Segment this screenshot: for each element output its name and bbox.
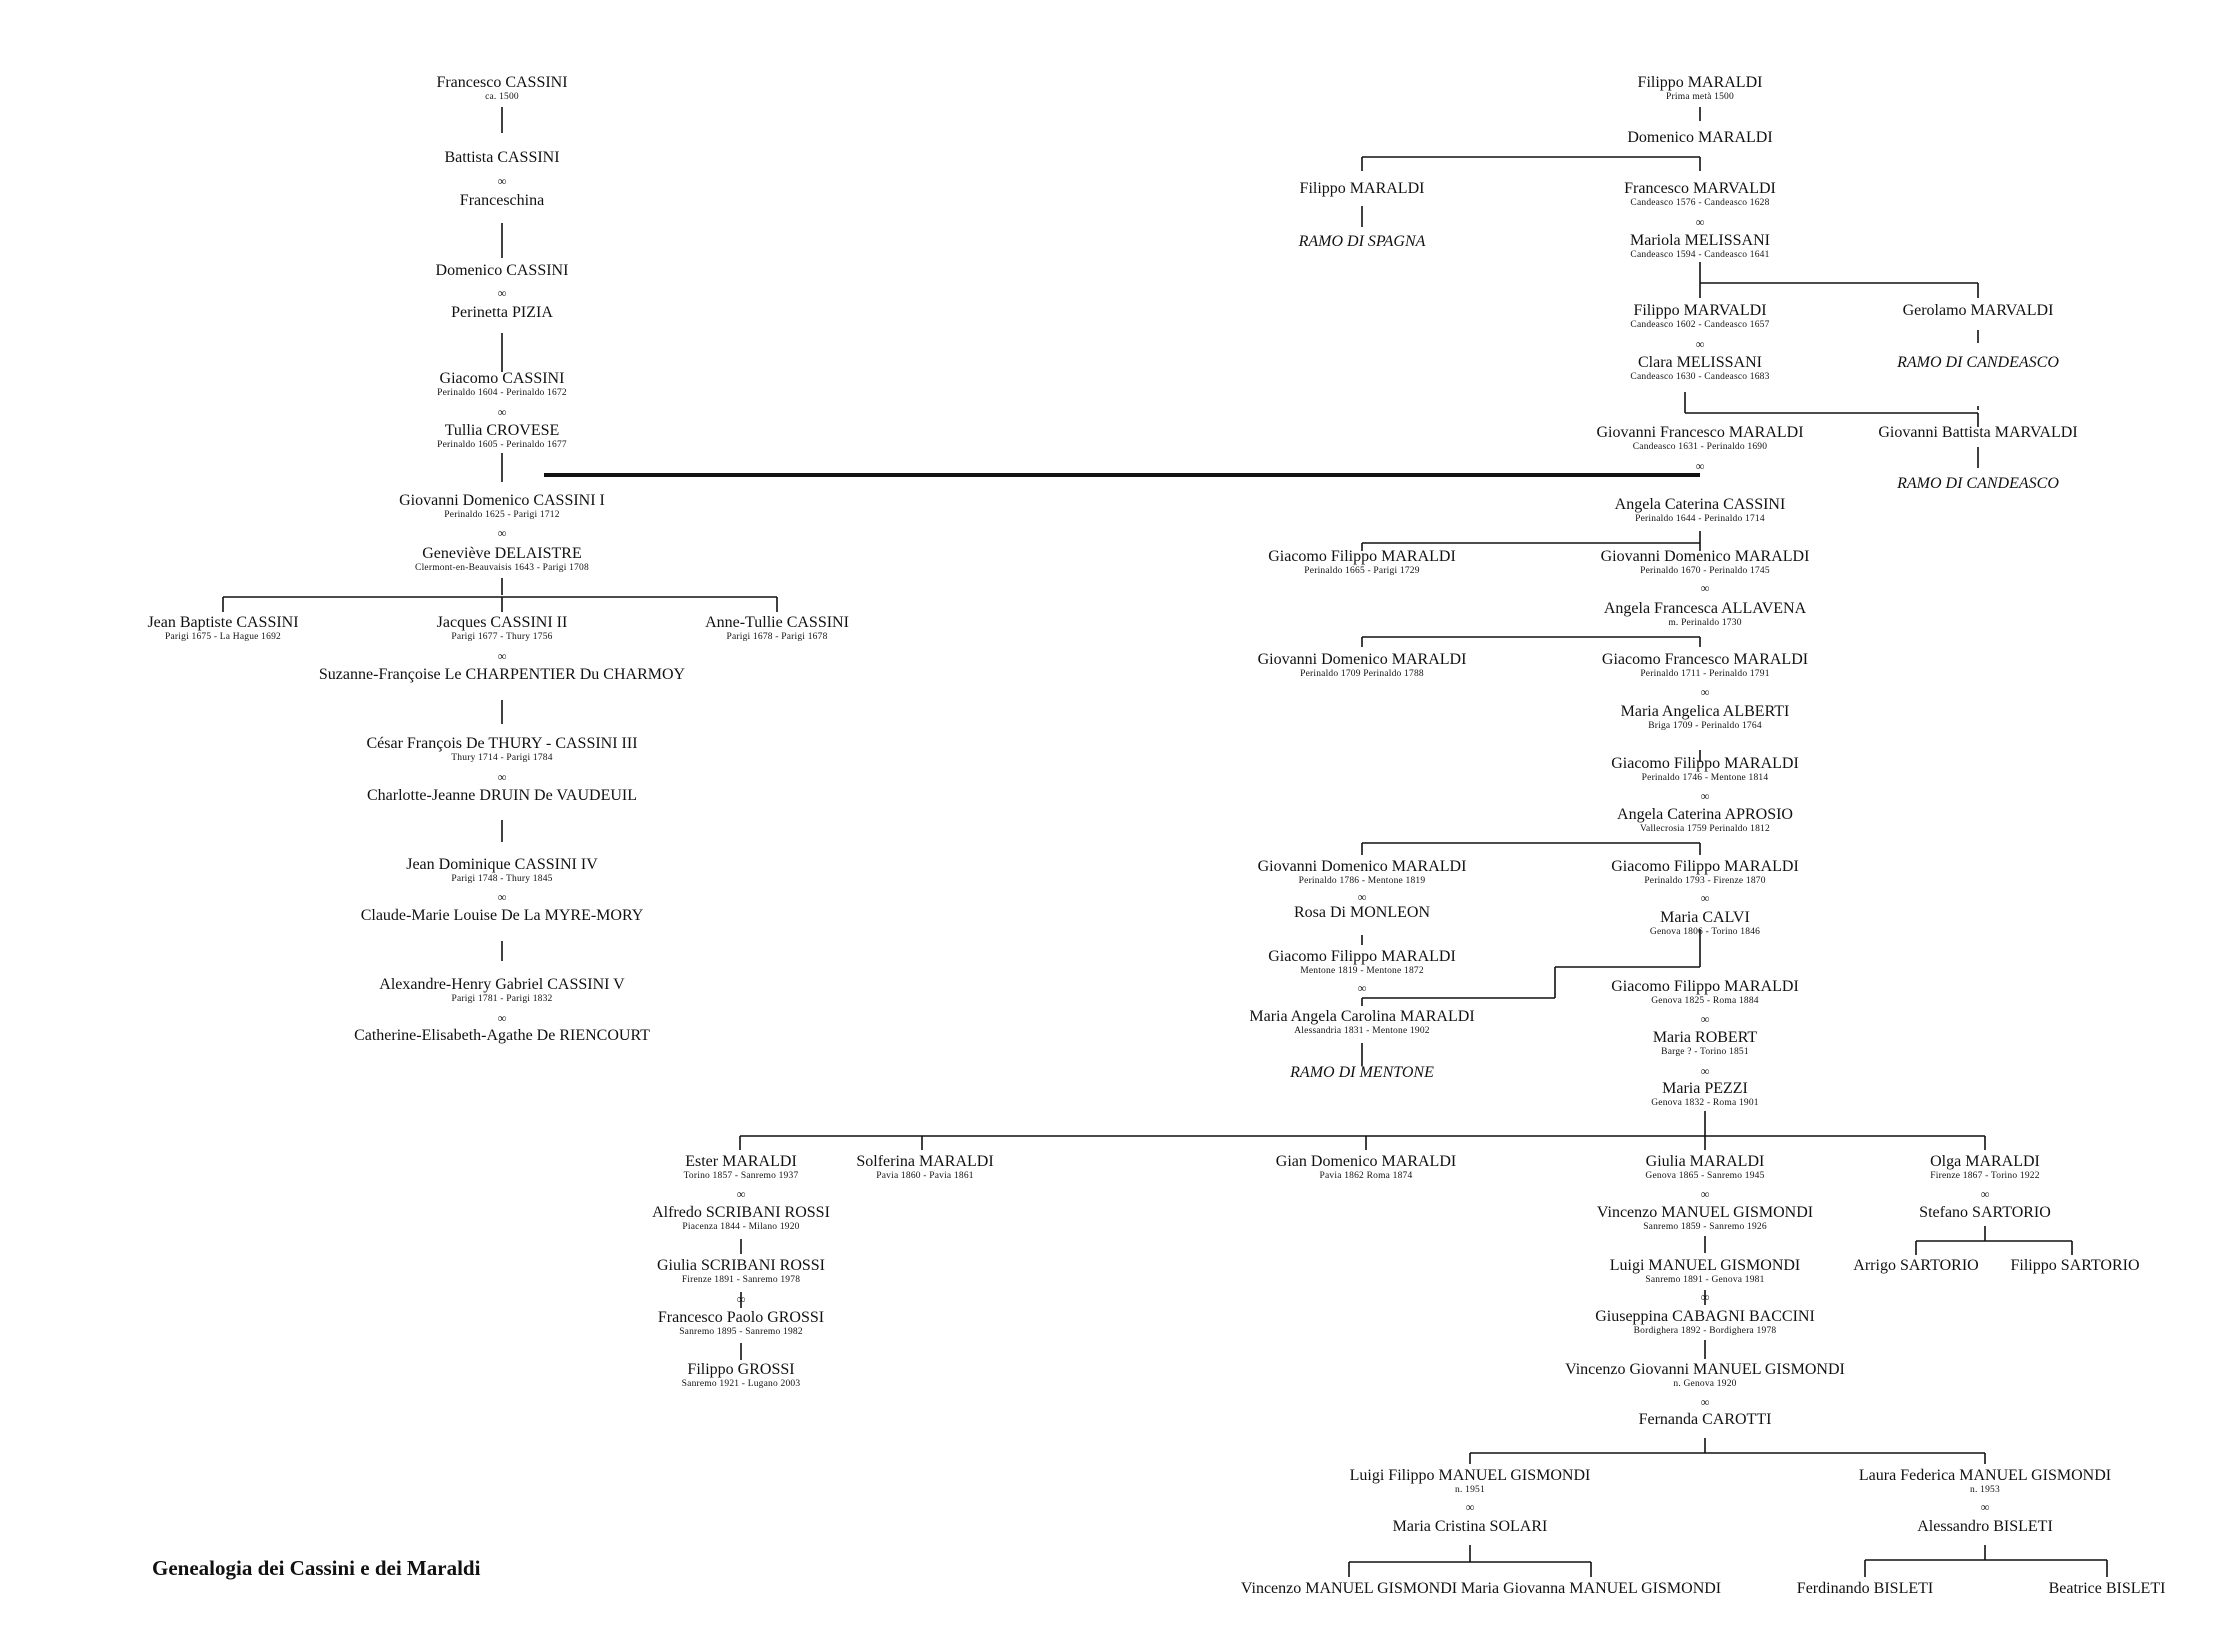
person-name: Fernanda CAROTTI [1638,1411,1772,1428]
person-vincenzo-manuel-gismondi-1859 [1597,1204,1813,1233]
person-filippo-grossi [682,1361,801,1390]
marriage-symbol: ∞ [1695,459,1705,473]
person-dates: Perinaldo 1625 - Parigi 1712 [444,510,560,520]
marriage-symbol: ∞ [1357,890,1367,904]
person-suzanne-francoise [319,666,685,684]
person-name: Jean Dominique CASSINI IV [406,856,598,873]
branch-ramo-di-candeasco-1 [1897,354,2059,372]
person-ferdinando-bisleti [1797,1580,1933,1598]
person-name: Francesco MARVALDI [1624,180,1776,197]
branch-label: RAMO DI MENTONE [1290,1064,1434,1081]
marriage-symbol: ∞ [1700,581,1710,595]
person-giacomo-cassini [437,370,567,399]
person-name: Filippo MARVALDI [1633,302,1767,319]
person-dates: Candeasco 1594 - Candeasco 1641 [1630,250,1770,260]
person-name: Tullia CROVESE [444,422,560,439]
person-alessandro-bisleti [1917,1518,2053,1536]
person-name: Ester MARALDI [685,1153,797,1170]
person-name: Clara MELISSANI [1638,354,1762,371]
person-maria-cristina-solari [1393,1518,1548,1536]
person-anne-tullie-cassini [705,614,849,643]
branch-ramo-di-mentone [1290,1064,1434,1082]
marriage-symbol: ∞ [1700,1290,1710,1304]
person-name: Suzanne-Françoise Le CHARPENTIER Du CHARMOY [318,666,686,683]
person-giacomo-filippo-maraldi-1665 [1268,548,1456,577]
person-name: Battista CASSINI [444,149,560,166]
person-name: Alfredo SCRIBANI ROSSI [652,1204,830,1221]
person-giuseppina-cabagni-baccini [1595,1308,1815,1337]
marriage-symbol: ∞ [1980,1500,1990,1514]
person-dates: Perinaldo 1786 - Mentone 1819 [1298,876,1426,886]
person-dates: Alessandria 1831 - Mentone 1902 [1294,1026,1430,1036]
marriage-symbol: ∞ [736,1187,746,1201]
person-giulia-scribani-rossi [657,1257,825,1286]
marriage-symbol: ∞ [1695,215,1705,229]
person-maria-giovanna-manuel-gismondi [1461,1580,1721,1598]
person-dates: m. Perinaldo 1730 [1668,618,1742,628]
person-franceschina [460,192,544,210]
person-name: Giovanni Francesco MARALDI [1596,424,1804,441]
person-giacomo-filippo-maraldi-1793 [1611,858,1799,887]
person-dates: Piacenza 1844 - Milano 1920 [682,1222,800,1232]
diagram-title: Genealogia dei Cassini e dei Maraldi [152,1556,481,1580]
person-name: Anne-Tullie CASSINI [705,614,849,631]
person-name: Vincenzo MANUEL GISMONDI [1240,1580,1458,1597]
person-dates: Briga 1709 - Perinaldo 1764 [1648,721,1762,731]
person-dates: Parigi 1781 - Parigi 1832 [451,994,553,1004]
branch-label: RAMO DI CANDEASCO [1897,475,2059,492]
person-maria-pezzi [1651,1080,1759,1109]
person-giacomo-filippo-maraldi-1825 [1611,978,1799,1007]
person-name: Geneviève DELAISTRE [422,545,582,562]
person-name: Mariola MELISSANI [1630,232,1770,249]
person-dates: Perinaldo 1670 - Perinaldo 1745 [1640,566,1770,576]
person-dates: Perinaldo 1793 - Firenze 1870 [1644,876,1766,886]
marriage-symbol: ∞ [497,770,507,784]
person-name: Luigi Filippo MANUEL GISMONDI [1349,1467,1591,1484]
person-name: Gerolamo MARVALDI [1902,302,2054,319]
marriage-symbol: ∞ [497,286,507,300]
person-name: Stefano SARTORIO [1919,1204,2051,1221]
marriage-symbol: ∞ [736,1292,746,1306]
person-dates: Perinaldo 1746 - Mentone 1814 [1641,773,1769,783]
person-name: Rosa Di MONLEON [1294,904,1430,921]
person-filippo-sartorio [2011,1257,2140,1275]
person-beatrice-bisleti [2049,1580,2166,1598]
person-name: Angela Francesca ALLAVENA [1603,600,1807,617]
person-maria-calvi [1650,909,1760,938]
person-alfredo-scribani-rossi [652,1204,830,1233]
person-laura-federica-manuel-gismondi [1859,1467,2111,1496]
person-giovanni-battista-marvaldi [1878,424,2077,442]
person-dates: Vallecrosia 1759 Perinaldo 1812 [1640,824,1770,834]
branch-label: RAMO DI SPAGNA [1298,233,1426,250]
marriage-symbol: ∞ [1465,1500,1475,1514]
person-name: Giuseppina CABAGNI BACCINI [1595,1308,1815,1325]
person-name: Giacomo Francesco MARALDI [1601,651,1809,668]
person-name: Beatrice BISLETI [2048,1580,2166,1597]
person-name: Francesco CASSINI [436,74,568,91]
person-dates: Sanremo 1859 - Sanremo 1926 [1643,1222,1767,1232]
person-name: Maria Cristina SOLARI [1392,1518,1548,1535]
person-luigi-filippo-manuel-gismondi [1350,1467,1591,1496]
person-dates: Barge ? - Torino 1851 [1661,1047,1749,1057]
person-giovanni-domenico-cassini-i [399,492,605,521]
person-name: Vincenzo Giovanni MANUEL GISMONDI [1565,1361,1845,1378]
person-dates: Pavia 1862 Roma 1874 [1319,1171,1413,1181]
person-dates: Genova 1865 - Sanremo 1945 [1645,1171,1765,1181]
person-name: Giacomo Filippo MARALDI [1268,548,1456,565]
person-name: Francesco Paolo GROSSI [657,1309,825,1326]
person-dates: Parigi 1677 - Thury 1756 [451,632,553,642]
person-dates: Perinaldo 1665 - Parigi 1729 [1304,566,1420,576]
person-name: Giulia SCRIBANI ROSSI [656,1257,826,1274]
marriage-symbol: ∞ [497,405,507,419]
person-name: Charlotte-Jeanne DRUIN De VAUDEUIL [366,787,638,804]
person-rosa-di-monleon [1294,904,1430,922]
person-dates: Mentone 1819 - Mentone 1872 [1300,966,1424,976]
person-name: Giacomo Filippo MARALDI [1268,948,1456,965]
person-stefano-sartorio [1919,1204,2051,1222]
person-dates: Firenze 1891 - Sanremo 1978 [681,1275,801,1285]
person-jean-baptiste-cassini [147,614,298,643]
person-name: César François De THURY - CASSINI III [366,735,638,752]
person-vincenzo-giovanni-manuel-gismondi [1565,1361,1845,1390]
person-dates: Perinaldo 1605 - Perinaldo 1677 [437,440,567,450]
person-giacomo-filippo-maraldi-1746 [1611,755,1799,784]
person-francesco-marvaldi [1624,180,1776,209]
person-gerolamo-marvaldi [1903,302,2054,320]
person-catherine-elisabeth [354,1027,650,1045]
person-dates: Sanremo 1891 - Genova 1981 [1645,1275,1765,1285]
person-giovanni-domenico-maraldi-1786 [1258,858,1467,887]
person-giovanni-domenico-maraldi-1670 [1601,548,1810,577]
person-luigi-manuel-gismondi [1610,1257,1801,1286]
person-dates: n. Genova 1920 [1673,1379,1737,1389]
person-francesco-paolo-grossi [658,1309,824,1338]
person-dates: Parigi 1678 - Parigi 1678 [726,632,828,642]
person-dates: Genova 1832 - Roma 1901 [1651,1098,1759,1108]
person-dates: ca. 1500 [485,92,519,102]
person-olga-maraldi [1930,1153,2040,1182]
person-dates: Sanremo 1921 - Lugano 2003 [681,1379,801,1389]
person-dates: Torino 1857 - Sanremo 1937 [683,1171,799,1181]
person-name: Filippo MARALDI [1637,74,1763,91]
person-name: Maria Angela Carolina MARALDI [1249,1008,1475,1025]
person-dates: Candeasco 1630 - Candeasco 1683 [1630,372,1770,382]
person-genevieve-delaistre [415,545,589,574]
person-name: Giacomo CASSINI [439,370,565,387]
person-name: Maria CALVI [1660,909,1750,926]
branch-ramo-di-candeasco-2 [1897,475,2059,493]
person-maria-robert [1653,1029,1757,1058]
person-dates: Genova 1825 - Roma 1884 [1651,996,1759,1006]
branch-label: RAMO DI CANDEASCO [1897,354,2059,371]
marriage-symbol: ∞ [497,649,507,663]
person-dates: Perinaldo 1711 - Perinaldo 1791 [1640,669,1770,679]
person-name: Maria PEZZI [1662,1080,1748,1097]
person-dates: Bordighera 1892 - Bordighera 1978 [1633,1326,1777,1336]
marriage-symbol: ∞ [1700,685,1710,699]
person-name: Giacomo Filippo MARALDI [1611,755,1799,772]
person-name: Maria Giovanna MANUEL GISMONDI [1460,1580,1722,1597]
branch-ramo-di-spagna [1299,233,1426,251]
person-name: Giacomo Filippo MARALDI [1611,978,1799,995]
person-name: Franceschina [459,192,545,209]
person-giulia-maraldi [1645,1153,1764,1182]
person-dates: Firenze 1867 - Torino 1922 [1930,1171,2040,1181]
person-cesar-francois [366,735,637,764]
person-name: Giulia MARALDI [1645,1153,1765,1170]
person-name: Vincenzo MANUEL GISMONDI [1596,1204,1814,1221]
person-filippo-maraldi-spagna [1300,180,1425,198]
person-alexandre-henry [379,976,624,1005]
marriage-symbol: ∞ [497,890,507,904]
person-name: Filippo GROSSI [687,1361,795,1378]
person-name: Giacomo Filippo MARALDI [1611,858,1799,875]
person-domenico-maraldi [1627,129,1772,147]
person-tullia-crovese [437,422,567,451]
person-clara-melissani [1630,354,1769,383]
marriage-symbol: ∞ [497,526,507,540]
person-dates: Candeasco 1631 - Perinaldo 1690 [1632,442,1768,452]
person-name: Olga MARALDI [1930,1153,2040,1170]
person-mariola-melissani [1630,232,1770,261]
person-maria-angela-carolina-maraldi [1249,1008,1474,1037]
person-dates: Thury 1714 - Parigi 1784 [451,753,553,763]
person-name: Maria ROBERT [1652,1029,1758,1046]
person-dates: Perinaldo 1644 - Perinaldo 1714 [1635,514,1765,524]
marriage-symbol: ∞ [1357,981,1367,995]
person-name: Arrigo SARTORIO [1853,1257,1979,1274]
person-jean-dominique-cassini-iv [406,856,598,885]
person-giacomo-francesco-maraldi [1602,651,1808,680]
marriage-symbol: ∞ [1700,789,1710,803]
person-dates: Parigi 1675 - La Hague 1692 [165,632,281,642]
person-dates: Perinaldo 1709 Perinaldo 1788 [1300,669,1424,679]
person-vincenzo-manuel-gismondi [1241,1580,1457,1598]
person-giovanni-francesco-maraldi [1596,424,1803,453]
marriage-symbol: ∞ [497,1011,507,1025]
person-giovanni-domenico-maraldi-1709 [1258,651,1467,680]
marriage-symbol: ∞ [1700,1012,1710,1026]
person-name: Alexandre-Henry Gabriel CASSINI V [379,976,625,993]
person-name: Giovanni Domenico CASSINI I [399,492,605,509]
person-name: Giovanni Domenico MARALDI [1600,548,1810,565]
person-filippo-maraldi-1500 [1638,74,1763,103]
person-name: Maria Angelica ALBERTI [1620,703,1790,720]
person-fernanda-carotti [1639,1411,1772,1429]
person-giacomo-filippo-maraldi-1819 [1268,948,1456,977]
marriage-symbol: ∞ [497,174,507,188]
person-name: Solferina MARALDI [856,1153,994,1170]
marriage-symbol: ∞ [1700,1395,1710,1409]
person-dates: n. 1953 [1970,1485,2000,1495]
marriage-symbol: ∞ [1980,1187,1990,1201]
person-dates: Candeasco 1576 - Candeasco 1628 [1630,198,1770,208]
person-battista-cassini [444,149,559,167]
person-name: Jean Baptiste CASSINI [147,614,299,631]
person-claude-marie-louise [361,907,644,925]
marriage-symbol: ∞ [1700,891,1710,905]
person-name: Giovanni Battista MARVALDI [1878,424,2078,441]
marriage-symbol: ∞ [1700,1187,1710,1201]
person-domenico-cassini [436,262,569,280]
person-dates: Parigi 1748 - Thury 1845 [451,874,553,884]
person-dates: Prima metà 1500 [1666,92,1734,102]
person-solferina-maraldi [856,1153,993,1182]
person-dates: Sanremo 1895 - Sanremo 1982 [679,1327,803,1337]
person-name: Luigi MANUEL GISMONDI [1609,1257,1801,1274]
person-maria-angelica-alberti [1621,703,1790,732]
person-arrigo-sartorio [1853,1257,1978,1275]
person-dates: Perinaldo 1604 - Perinaldo 1672 [437,388,567,398]
person-filippo-marvaldi [1630,302,1769,331]
person-name: Ferdinando BISLETI [1796,1580,1934,1597]
person-name: Angela Caterina CASSINI [1614,496,1786,513]
person-name: Jacques CASSINI II [436,614,568,631]
person-dates: Pavia 1860 - Pavia 1861 [876,1171,974,1181]
person-jacques-cassini-ii [437,614,568,643]
person-name: Gian Domenico MARALDI [1275,1153,1457,1170]
person-angela-francesca-allavena [1604,600,1806,629]
marriage-symbol: ∞ [1700,1064,1710,1078]
person-charlotte-jeanne [367,787,637,805]
person-name: Giovanni Domenico MARALDI [1257,651,1467,668]
person-name: Claude-Marie Louise De La MYRE-MORY [360,907,644,924]
person-ester-maraldi [684,1153,799,1182]
person-name: Laura Federica MANUEL GISMONDI [1858,1467,2112,1484]
person-gian-domenico-maraldi [1276,1153,1456,1182]
person-dates: Genova 1806 - Torino 1846 [1649,927,1761,937]
person-name: Giovanni Domenico MARALDI [1257,858,1467,875]
person-name: Catherine-Elisabeth-Agathe De RIENCOURT [354,1027,650,1044]
person-name: Angela Caterina APROSIO [1617,806,1793,823]
person-angela-caterina-cassini [1615,496,1786,525]
person-perinetta-pizia [451,304,553,322]
marriage-symbol: ∞ [1695,337,1705,351]
person-name: Domenico CASSINI [435,262,569,279]
person-name: Domenico MARALDI [1627,129,1773,146]
person-angela-caterina-aprosio [1617,806,1793,835]
person-name: Filippo MARALDI [1299,180,1425,197]
person-dates: Clermont-en-Beauvaisis 1643 - Parigi 1708 [415,563,589,573]
person-dates: Candeasco 1602 - Candeasco 1657 [1630,320,1770,330]
person-name: Perinetta PIZIA [451,304,553,321]
person-francesco-cassini [436,74,567,103]
person-dates: n. 1951 [1455,1485,1485,1495]
person-name: Alessandro BISLETI [1917,1518,2053,1535]
person-name: Filippo SARTORIO [2010,1257,2140,1274]
